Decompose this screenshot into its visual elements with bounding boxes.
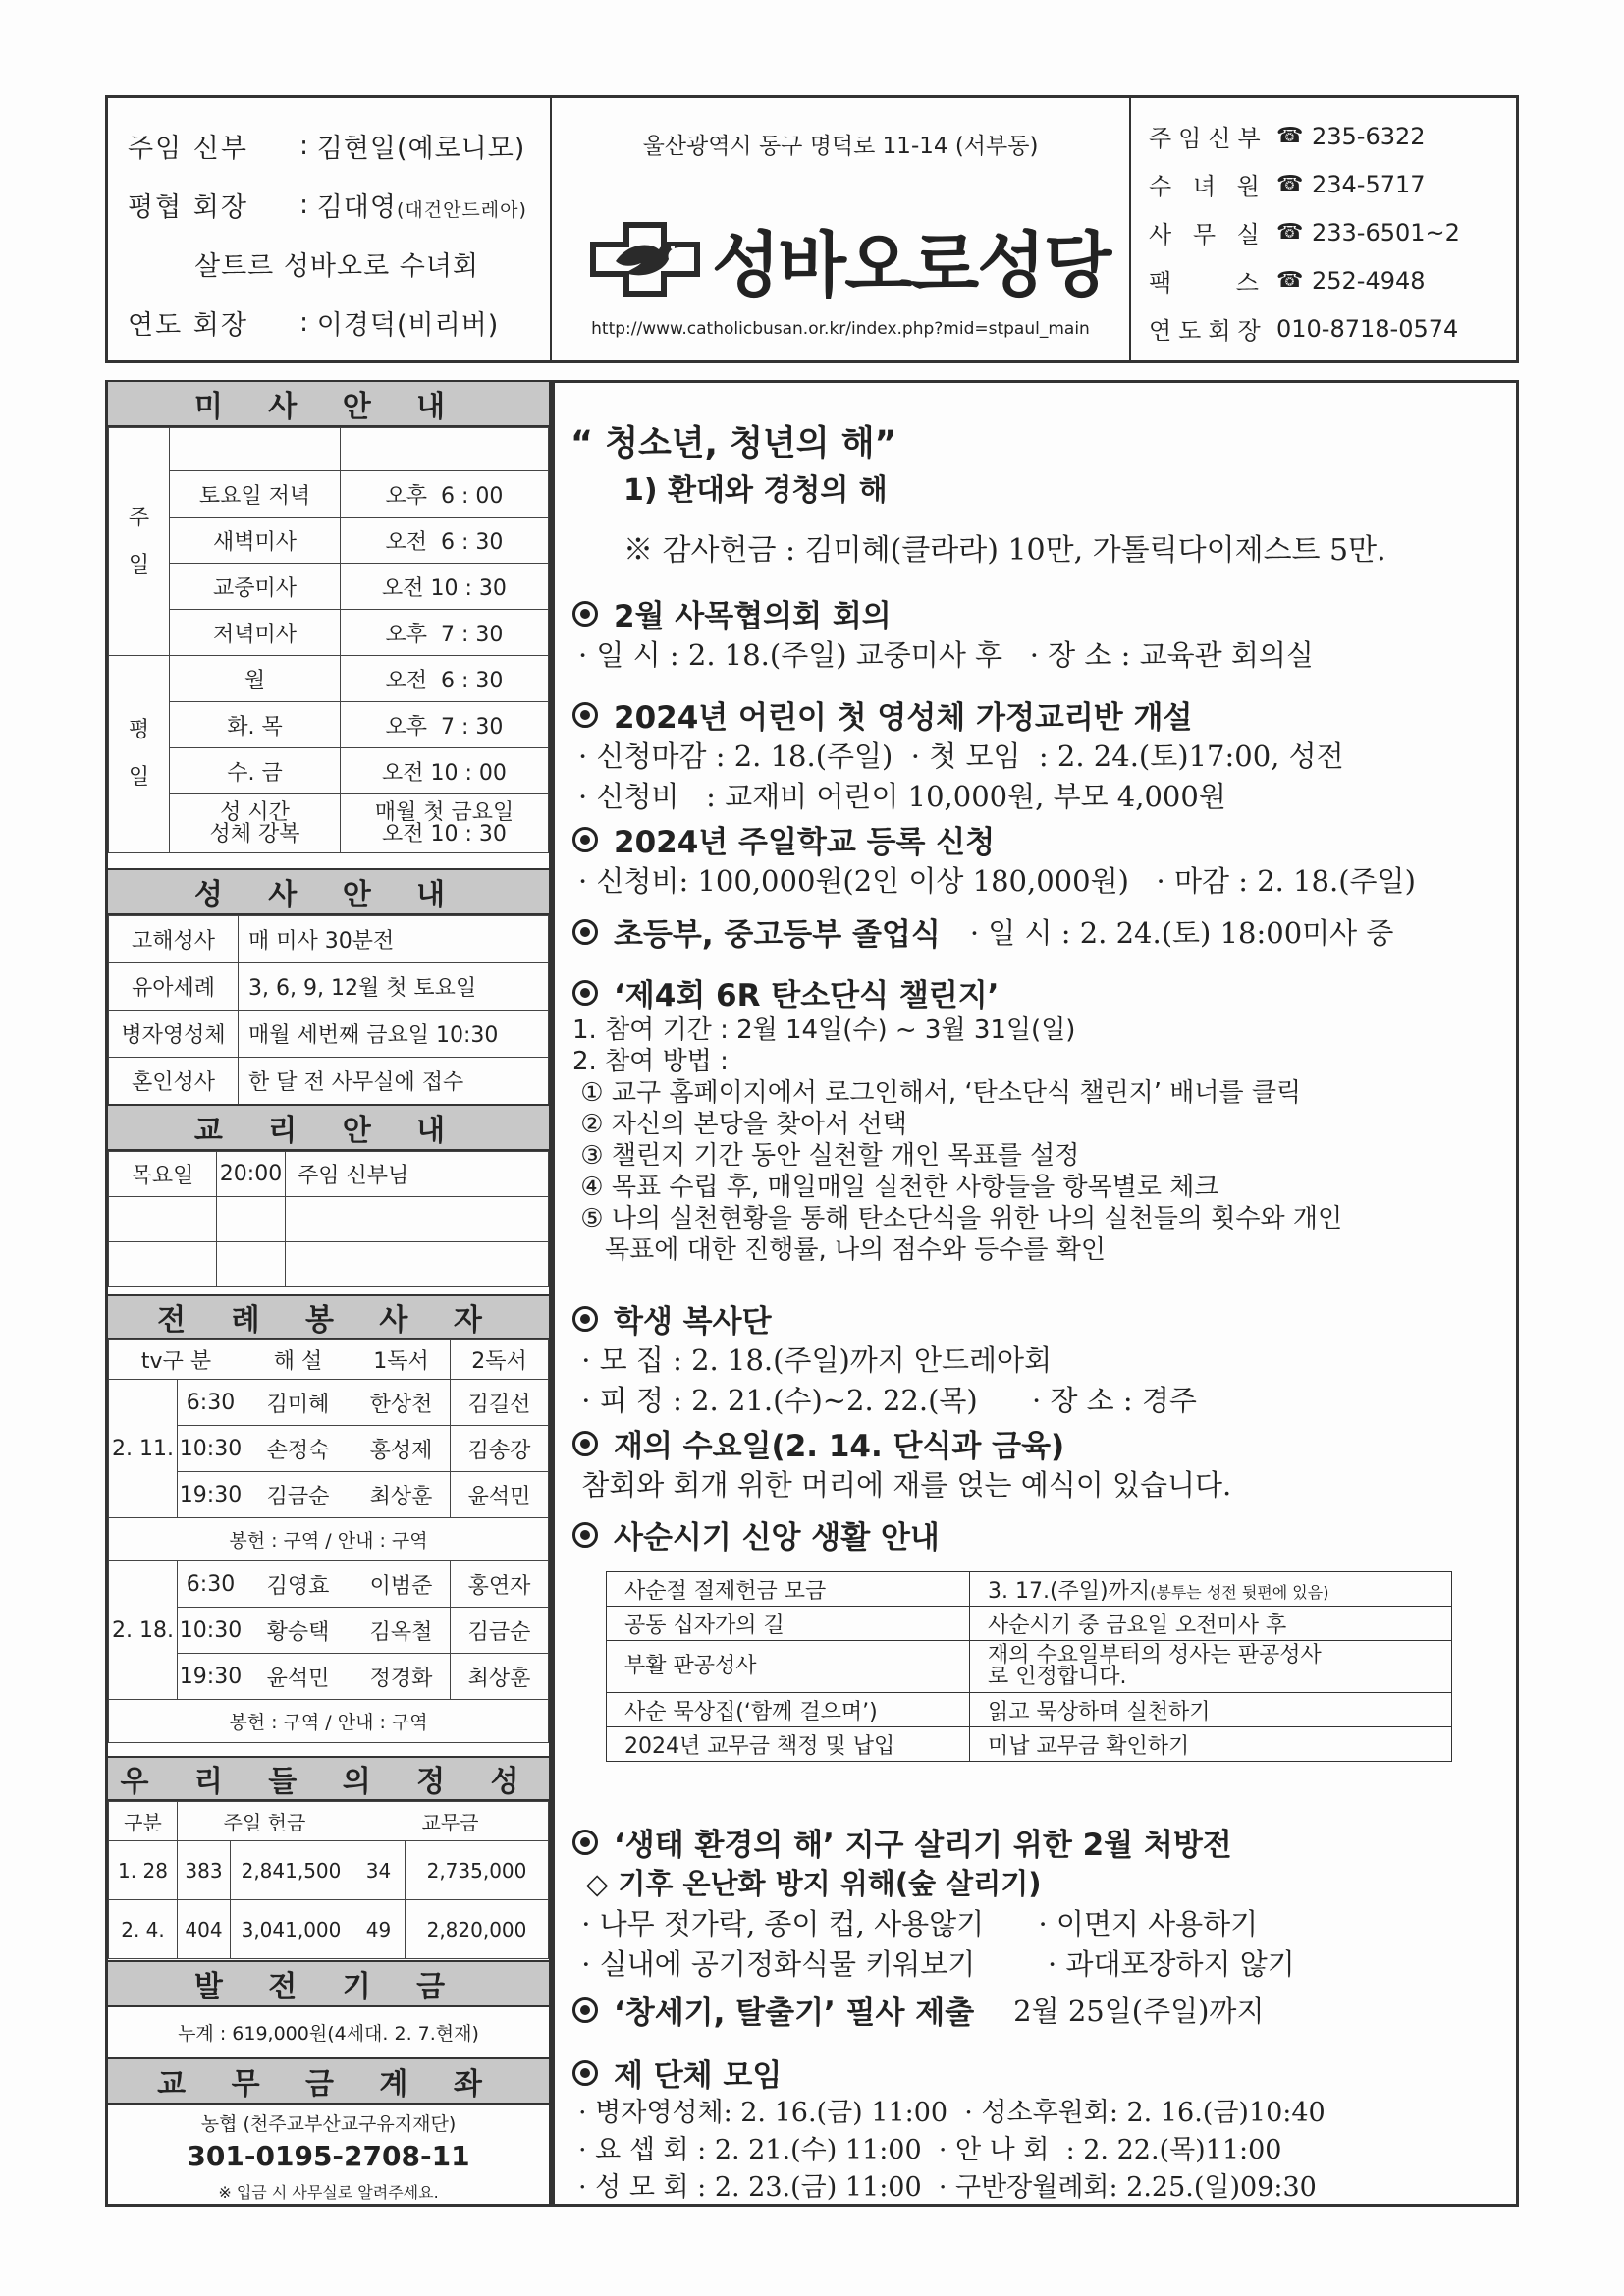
announcement-item: 학생 복사단 · 모 집 : 2. 18.(주일)까지 안드레아회 · 피 정 : 2. 21.(수)~2. 22.(목) · 장 소 : 경주	[572, 1304, 1197, 1417]
theme-title: “ 청소년, 청년의 해”	[570, 424, 897, 464]
bullet-icon	[572, 919, 598, 945]
bullet-icon	[572, 827, 598, 852]
contact-row: 주임신부 ☎ 235-6322	[1149, 122, 1426, 152]
bullet-icon	[572, 980, 598, 1006]
announcement-item: 재의 수요일(2. 14. 단식과 금육) 참회와 회개 위한 머리에 재를 얹는 예식이 있습니다.	[572, 1429, 1232, 1502]
schedule-column	[105, 380, 552, 2207]
contact-row: 연도회장 010-8718-0574	[1149, 314, 1459, 345]
clergy-info	[108, 98, 552, 360]
bullet-icon	[572, 2060, 598, 2086]
fund-title: 발 전 기 금	[108, 1960, 549, 2007]
clergy-row: 주임 신부 : 김현일(예로니모)	[128, 130, 526, 164]
announcement-item: 2024년 주일학교 등록 신청 · 신청비: 100,000원(2인 이상 180,000원) · 마감 : 2. 18.(주일)	[572, 817, 1416, 902]
bullet-icon	[572, 1997, 598, 2023]
contact-row: 팩 스 ☎ 252-4948	[1149, 266, 1426, 297]
account-title: 교 무 금 계 좌	[108, 2057, 549, 2105]
announcements-column	[552, 380, 1519, 2207]
lent-table: 사순절 절제헌금 모금 3. 17.(주일)까지(봉투는 성전 뒷편에 있음) 공동 십자가의 길 사순시기 중 금요일 오전미사 후 부활 판공성사 재의 수요일부터의 성사는 판공성사 로 인정합니다. 사순 묵상집(‘함께 걸으며’) 읽고 묵상하며 실천하기 2024년 교무금 책정 및 납입 미납 교무금 확인하기	[606, 1571, 1452, 1762]
contact-row: 수 녀 원 ☎ 234-5717	[1149, 170, 1426, 200]
bullet-icon	[572, 1522, 598, 1548]
sunday-label: 주 일	[109, 428, 170, 656]
theme-subtitle: 1) 환대와 경청의 해	[623, 473, 888, 508]
servers-table: tv구 분 해 설 1독서 2독서 2. 11. 6:30 김미혜 한상천 김길선 10:30 손정숙 홍성제 김송강 19:30 김금순 최상훈 윤석민 봉헌 : 구역 / 안내 : 구역 2. 18. 6:30 김영효 이범준 홍연자 10:30 황승택 김옥철 김금순 19:30 윤석민 정경화 최상훈 봉헌 : 구역 / 안내 : 구역	[108, 1339, 549, 1743]
church-url[interactable]: http://www.catholicbusan.or.kr/index.php?mid=stpaul_main	[591, 319, 1090, 339]
thanks-note: ※ 감사헌금 : 김미혜(클라라) 10만, 가톨릭다이제스트 5만.	[623, 533, 1386, 568]
announcement-item: ‘창세기, 탈출기’ 필사 제출 2월 25일(주일)까지	[572, 1988, 1264, 2032]
bullet-icon	[572, 702, 598, 728]
eco-item: ‘생태 환경의 해’ 지구 살리기 위한 2월 처방전 ◇ 기후 온난화 방지 위해(숲 살리기) · 나무 젓가락, 종이 컵, 사용않기 · 이면지 사용하기 · 실내에 공기정화식물 키워보기 · 과대포장하지 않기	[572, 1828, 1295, 1981]
account-bank: 농협 (천주교부산교구유지재단)	[200, 2113, 457, 2135]
bullet-icon	[572, 1830, 598, 1855]
clergy-row: 연도 회장 : 이경덕(비리버)	[128, 306, 500, 341]
bullet-icon	[572, 601, 598, 627]
church-logo	[586, 208, 1110, 310]
clergy-row: 살트르 성바오로 수녀회	[194, 250, 479, 282]
offering-table: 구분 주일 헌금 교무금 1. 28 383 2,841,500 34 2,735,000 2. 4. 404 3,041,000 49 2,820,000	[108, 1801, 549, 1959]
bulletin-header	[105, 95, 1519, 363]
phone-icon: ☎	[1276, 172, 1304, 196]
contact-list	[1129, 98, 1516, 360]
church-address: 울산광역시 동구 명덕로 11-14 (서부동)	[642, 134, 1039, 159]
mass-table: 주 일 토요일 저녁 오후 6 : 00 새벽미사 오전 6 : 30 교중미사 오전 10 : 30 저녁미사 오후 7 : 30 평 일 월 오전 6 : 30 화. 목 오후 7 : 30 수. 금 오전 10 : 00 성 시간 성체 강복 매월 첫 금요일 오전 10 : 30	[108, 427, 549, 853]
announcement-item: 2024년 어린이 첫 영성체 가정교리반 개설 · 신청마감 : 2. 18.(주일) · 첫 모임 : 2. 24.(토)17:00, 성전 · 신청비 : 교재비 어린이 10,000원, 부모 4,000원	[572, 692, 1344, 817]
announcement-item: 2월 사목협의회 회의 · 일 시 : 2. 18.(주일) 교중미사 후 · 장 소 : 교육관 회의실	[572, 591, 1314, 676]
church-name: 성바오로성당	[712, 224, 1110, 306]
offering-title: 우 리 들 의 정 성	[108, 1756, 549, 1801]
servers-title: 전 례 봉 사 자	[108, 1294, 549, 1339]
groups-item: 제 단체 모임 · 병자영성체: 2. 16.(금) 11:00 · 성소후원회: 2. 16.(금)10:40 · 요 셉 회 : 2. 21.(수) 11:00 · 안 나 회 : 2. 22.(목)11:00 · 성 모 회 : 2. 23.(금) 11:00 · 구반장월례회: 2.25.(일)09:30	[572, 2050, 1326, 2207]
carbon-challenge: ‘제4회 6R 탄소단식 챌린지’ 1. 참여 기간 : 2월 14일(수) ~ 3월 31일(일) 2. 참여 방법 : ① 교구 홈페이지에서 로그인해서, ‘탄소단식 챌린지’ 배너를 클릭 ② 자신의 본당을 찾아서 선택 ③ 챌린지 기간 동안 실천할 개인 목표를 설정 ④ 목표 수립 후, 매일매일 실천한 사항들을 항목별로 체크 ⑤ 나의 실천현황을 통해 탄소단식을 위한 나의 실천들의 횟수와 개인 목표에 대한 진행률, 나의 점수와 등수를 확인	[572, 978, 1343, 1265]
sacrament-table: 고해성사 매 미사 30분전 유아세례 3, 6, 9, 12월 첫 토요일 병자영성체 매월 세번째 금요일 10:30 혼인성사 한 달 전 사무실에 접수	[108, 915, 549, 1105]
weekday-label: 평 일	[109, 656, 170, 853]
announcement-item: 초등부, 중고등부 졸업식 · 일 시 : 2. 24.(토) 18:00미사 중	[572, 909, 1393, 954]
phone-icon: ☎	[1276, 268, 1304, 293]
catechism-title: 교 리 안 내	[108, 1104, 549, 1151]
catechism-table: 목요일 20:00 주임 신부님	[108, 1151, 549, 1287]
sacrament-title: 성 사 안 내	[108, 868, 549, 915]
fund-total: 누계 : 619,000원(4세대. 2. 7.현재)	[178, 2022, 479, 2045]
phone-icon: ☎	[1276, 220, 1304, 245]
account-number: 301-0195-2708-11	[187, 2140, 470, 2172]
phone-icon: ☎	[1276, 124, 1304, 148]
announcement-item: 사순시기 신앙 생활 안내	[572, 1512, 940, 1557]
bullet-icon	[572, 1431, 598, 1456]
bullet-icon	[572, 1306, 598, 1332]
church-identity	[552, 98, 1131, 360]
clergy-row: 평협 회장 : 김대영(대건안드레아)	[128, 189, 527, 223]
contact-row: 사 무 실 ☎ 233-6501~2	[1149, 218, 1460, 248]
mass-title: 미 사 안 내	[108, 380, 549, 427]
dove-cross-icon	[586, 218, 704, 301]
account-note: ※ 입금 시 사무실로 알려주세요.	[218, 2183, 439, 2202]
